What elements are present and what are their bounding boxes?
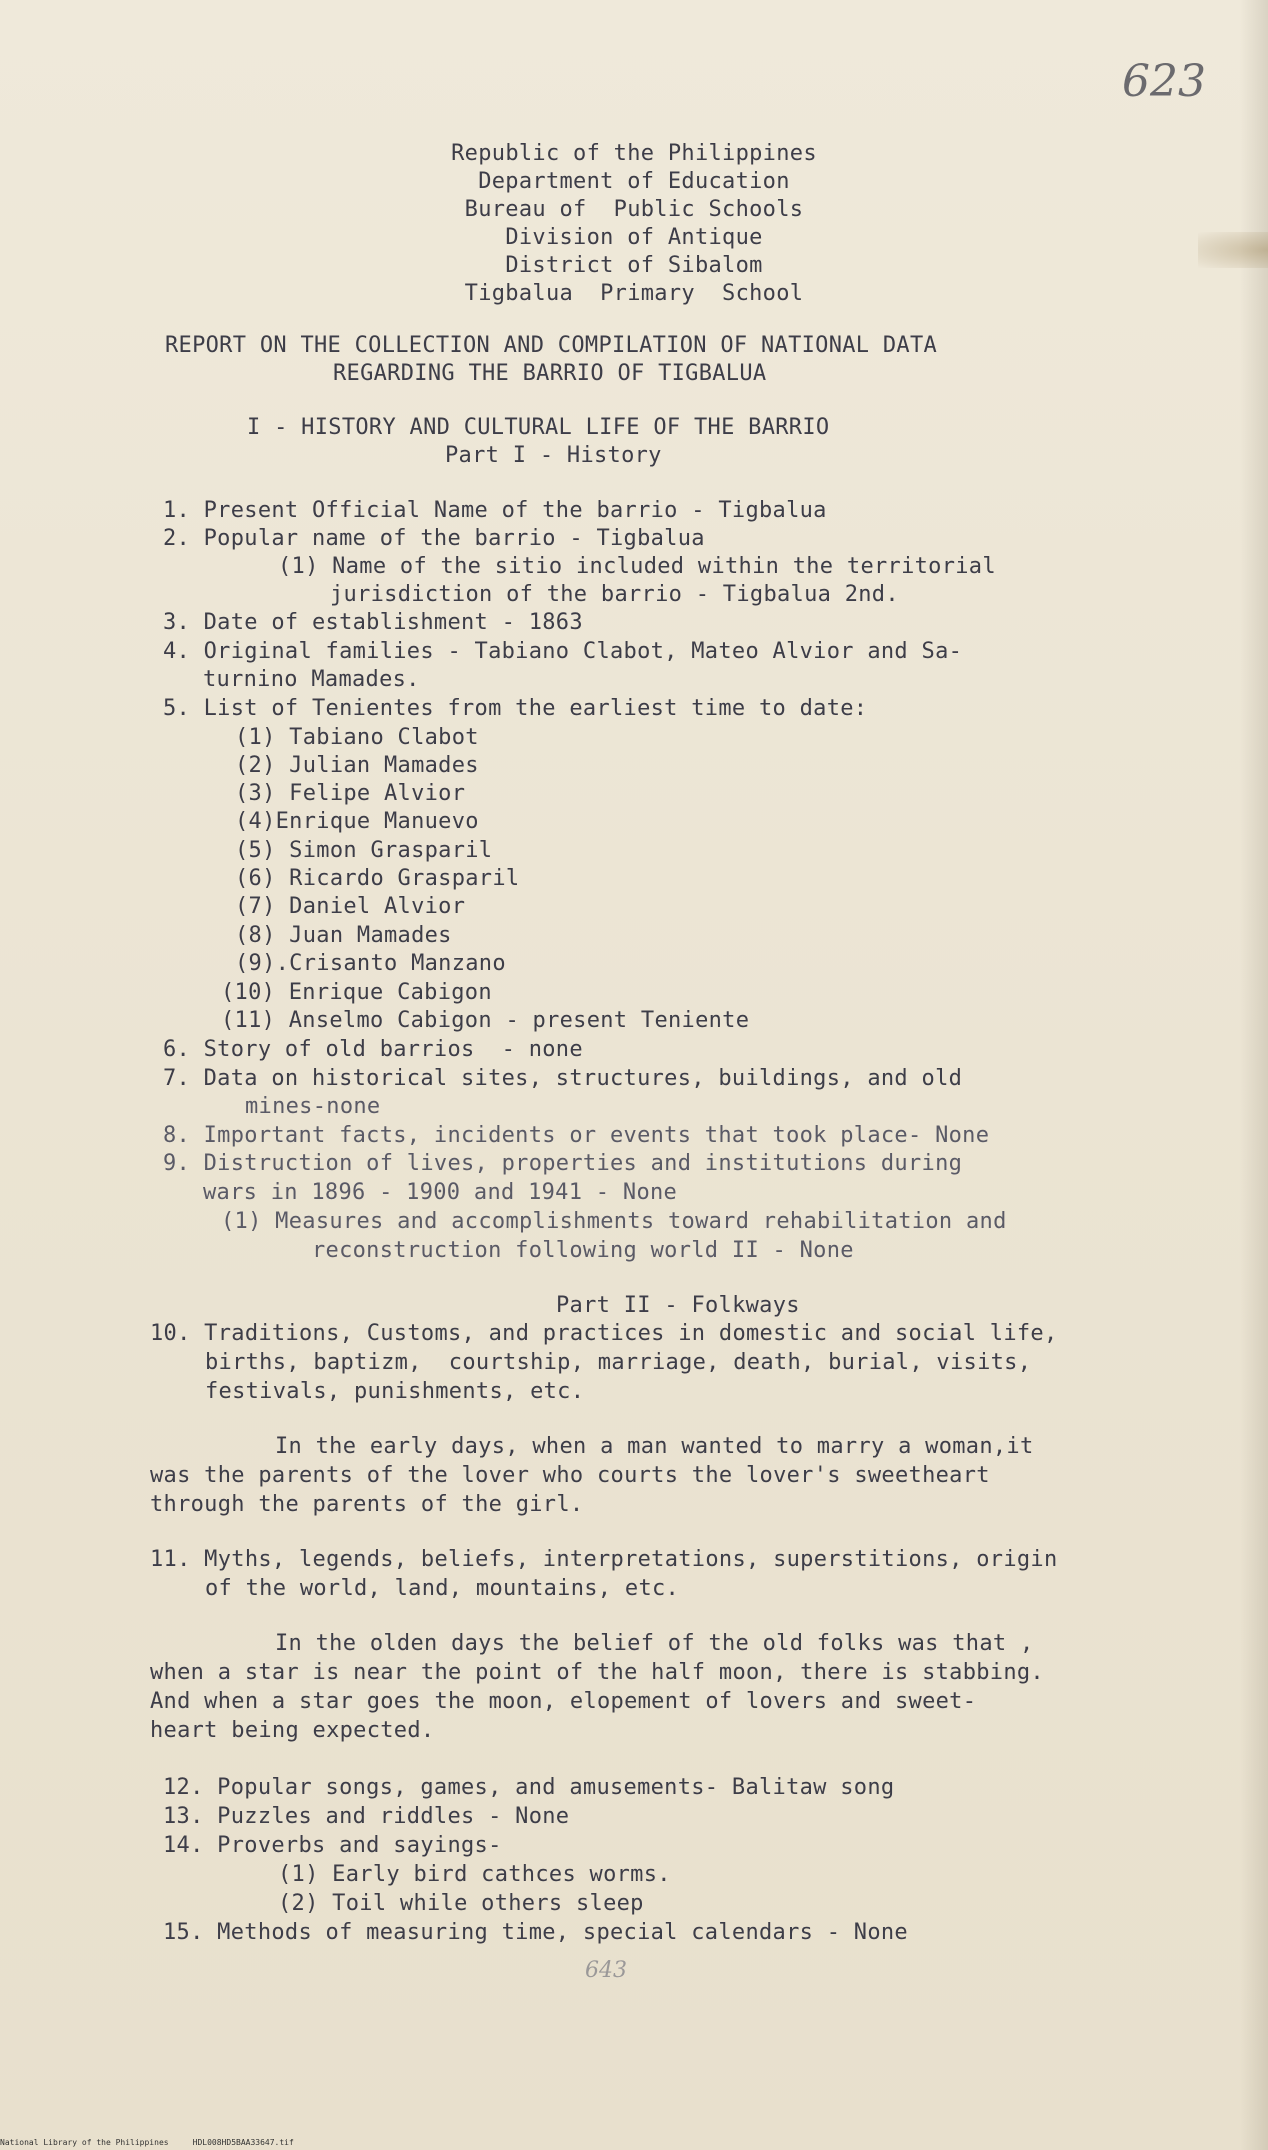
answer-paragraph: was the parents of the lover who courts the lover's sweetheart bbox=[150, 1463, 990, 1488]
proverb-item: (1) Early bird cathces worms. bbox=[278, 1862, 671, 1887]
teniente-item: (1) Tabiano Clabot bbox=[235, 725, 479, 750]
answer-paragraph: through the parents of the girl. bbox=[150, 1492, 584, 1517]
question-item: 13. Puzzles and riddles - None bbox=[163, 1804, 570, 1829]
header-line: Bureau of Public Schools bbox=[464, 197, 804, 222]
list-item: 2. Popular name of the barrio - Tigbalua bbox=[163, 526, 705, 551]
teniente-item: (10) Enrique Cabigon bbox=[221, 980, 492, 1005]
question-item: births, baptizm, courtship, marriage, death, burial, visits, bbox=[205, 1350, 1032, 1375]
list-item: reconstruction following world II - None bbox=[312, 1238, 854, 1263]
teniente-item: (4)Enrique Manuevo bbox=[235, 809, 479, 834]
list-item: (1) Measures and accomplishments toward rehabilitation and bbox=[221, 1209, 1007, 1234]
section-title: I - HISTORY AND CULTURAL LIFE OF THE BARRIO bbox=[247, 415, 830, 440]
teniente-item: (2) Julian Mamades bbox=[235, 753, 479, 778]
question-item: 11. Myths, legends, beliefs, interpretations, superstitions, origin bbox=[150, 1547, 1058, 1572]
answer-paragraph: In the early days, when a man wanted to marry a woman,it bbox=[275, 1434, 1034, 1459]
list-item: 9. Distruction of lives, properties and institutions during bbox=[163, 1151, 963, 1176]
report-title: REPORT ON THE COLLECTION AND COMPILATION OF NATIONAL DATA bbox=[165, 333, 938, 358]
proverb-item: (2) Toil while others sleep bbox=[278, 1891, 644, 1916]
header-line: Tigbalua Primary School bbox=[464, 281, 804, 306]
header-line: District of Sibalom bbox=[505, 253, 763, 278]
answer-paragraph: when a star is near the point of the half moon, there is stabbing. bbox=[150, 1660, 1044, 1685]
list-item: 1. Present Official Name of the barrio - Tigbalua bbox=[163, 498, 827, 523]
list-item: mines-none bbox=[245, 1094, 381, 1119]
teniente-item: (3) Felipe Alvior bbox=[235, 781, 466, 806]
report-title-line2: REGARDING THE BARRIO OF TIGBALUA bbox=[333, 361, 767, 386]
question-item: of the world, land, mountains, etc. bbox=[205, 1576, 680, 1601]
list-item: 3. Date of establishment - 1863 bbox=[163, 610, 583, 635]
teniente-item: (11) Anselmo Cabigon - present Teniente bbox=[221, 1008, 750, 1033]
answer-paragraph: And when a star goes the moon, elopement of lovers and sweet- bbox=[150, 1689, 977, 1714]
teniente-item: (8) Juan Mamades bbox=[235, 923, 452, 948]
bottom-handwritten-mark: 643 bbox=[585, 1958, 627, 1983]
header-line: Department of Education bbox=[478, 169, 790, 194]
page-edge-shadow bbox=[1240, 0, 1268, 2150]
handwritten-page-number: 623 bbox=[1122, 56, 1206, 107]
teniente-item: (9).Crisanto Manzano bbox=[235, 951, 506, 976]
answer-paragraph: heart being expected. bbox=[150, 1718, 435, 1743]
part-title: Part II - Folkways bbox=[556, 1293, 800, 1318]
list-item: 8. Important facts, incidents or events that took place- None bbox=[163, 1123, 990, 1148]
header-line: Division of Antique bbox=[505, 225, 763, 250]
question-item: 12. Popular songs, games, and amusements- Balitaw song bbox=[163, 1775, 895, 1800]
list-item: turnino Mamades. bbox=[203, 667, 420, 692]
answer-paragraph: In the olden days the belief of the old folks was that , bbox=[275, 1631, 1034, 1656]
question-item: 10. Traditions, Customs, and practices in domestic and social life, bbox=[150, 1321, 1058, 1346]
header-line: Republic of the Philippines bbox=[451, 141, 817, 166]
teniente-item: (7) Daniel Alvior bbox=[235, 894, 466, 919]
teniente-item: (5) Simon Grasparil bbox=[235, 838, 493, 863]
list-item: (1) Name of the sitio included within the territorial bbox=[278, 554, 996, 579]
list-item: wars in 1896 - 1900 and 1941 - None bbox=[203, 1180, 678, 1205]
question-item: festivals, punishments, etc. bbox=[205, 1379, 585, 1404]
question-item: 15. Methods of measuring time, special calendars - None bbox=[163, 1920, 908, 1945]
list-item: jurisdiction of the barrio - Tigbalua 2nd. bbox=[330, 582, 899, 607]
part-title: Part I - History bbox=[445, 443, 662, 468]
teniente-item: (6) Ricardo Grasparil bbox=[235, 866, 520, 891]
list-item: 4. Original families - Tabiano Clabot, Mateo Alvior and Sa- bbox=[163, 639, 963, 664]
list-item: 7. Data on historical sites, structures, buildings, and old bbox=[163, 1066, 963, 1091]
list-item: 5. List of Tenientes from the earliest time to date: bbox=[163, 696, 868, 721]
list-item: 6. Story of old barrios - none bbox=[163, 1037, 583, 1062]
scan-footer: National Library of the Philippines HDL008HD5BAA33647.tif bbox=[0, 2138, 294, 2147]
question-item: 14. Proverbs and sayings- bbox=[163, 1833, 502, 1858]
